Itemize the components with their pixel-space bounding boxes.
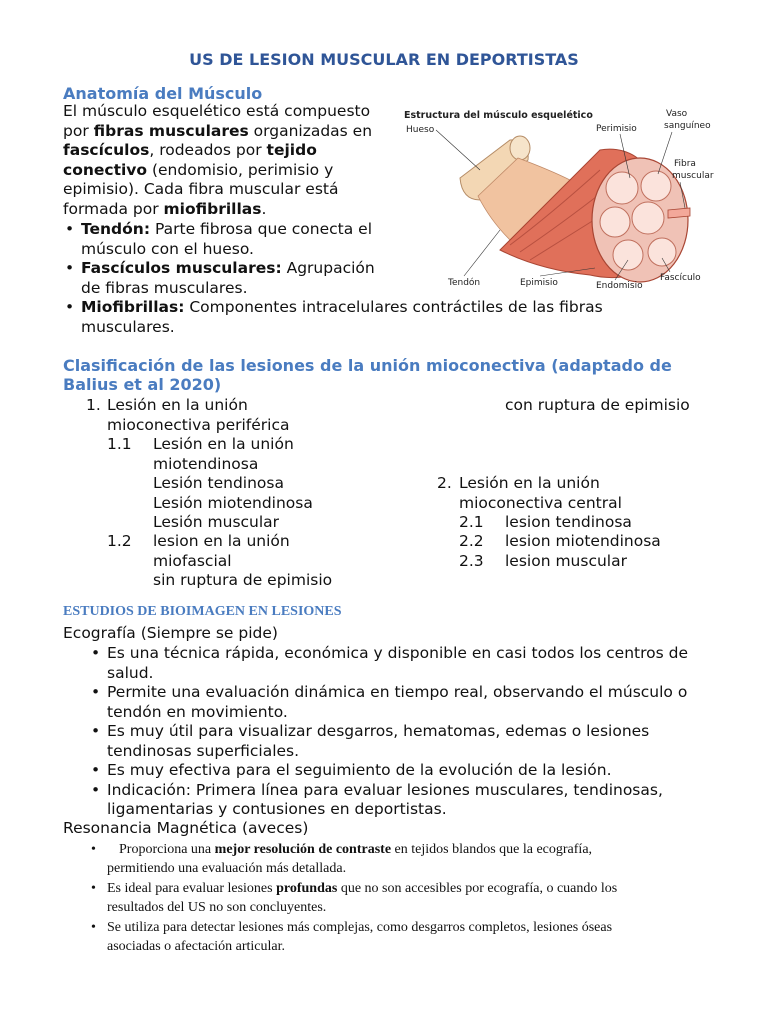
- bold-text: mejor resolución de contraste: [214, 842, 392, 857]
- fascicle-circle: [641, 171, 671, 201]
- text: que no son accesibles por ecografía, o cuando los: [337, 881, 618, 896]
- text: organizadas en: [248, 121, 373, 140]
- text: musculares.: [81, 317, 175, 336]
- anatomy-line: [63, 161, 398, 181]
- muscle-fiber: [668, 208, 690, 218]
- eco-item: [89, 644, 729, 683]
- text: Lesión en la unión: [107, 396, 248, 414]
- text: Se utiliza para detectar lesiones más complejas, como desgarros completos, lesiones óseas: [107, 920, 613, 935]
- text: El músculo esquelético está compuesto: [63, 102, 371, 120]
- eco-title: Ecografía (Siempre se pide): [63, 624, 278, 642]
- eco-item: [89, 722, 729, 761]
- text: en tejidos blandos que la ecografía,: [391, 842, 593, 857]
- bold-text: miofibrillas: [163, 199, 262, 218]
- fascicle-circle: [648, 238, 676, 266]
- list-num: 1.2: [107, 532, 132, 550]
- text: Lesión muscular: [153, 513, 280, 531]
- bold-text: fibras musculares: [93, 121, 249, 140]
- list-text: [107, 396, 290, 435]
- text: Lesión en la unión: [153, 435, 294, 453]
- text: epimisio). Cada fibra muscular está: [63, 180, 339, 198]
- rm-item: [89, 840, 729, 878]
- list-text: lesion tendinosa: [505, 513, 632, 531]
- figure-title: Estructura del músculo esquelético: [404, 110, 593, 121]
- bold-text: tejido: [266, 141, 317, 159]
- text: mioconectiva central: [459, 493, 622, 512]
- text: de fibras musculares.: [81, 278, 248, 297]
- list-text: lesion miotendinosa: [505, 532, 661, 550]
- text: tendinosas superficiales.: [107, 741, 300, 760]
- rm-item: [89, 879, 729, 917]
- text: Es muy útil para visualizar desgarros, hematomas, edemas o lesiones: [107, 722, 650, 740]
- anatomy-line: [63, 180, 398, 200]
- rm-item: [89, 918, 729, 956]
- anatomy-paragraph: [63, 102, 398, 219]
- anatomy-line: [63, 102, 398, 122]
- list-num: 1.1: [107, 435, 132, 453]
- right-column-text: con ruptura de epimisio: [505, 396, 690, 414]
- text: mioconectiva periférica: [107, 415, 290, 434]
- rm-bullets: [89, 840, 729, 956]
- imaging-heading: ESTUDIOS DE BIOIMAGEN EN LESIONES: [63, 604, 342, 619]
- label-epimisio: Epimisio: [520, 278, 558, 288]
- anatomy-line: [63, 200, 398, 220]
- document-title: US DE LESION MUSCULAR EN DEPORTISTAS: [189, 50, 579, 69]
- text: Es una técnica rápida, económica y disponible en casi todos los centros de: [107, 644, 689, 662]
- text: por: [63, 121, 94, 140]
- label-perimisio: Perimisio: [596, 124, 637, 134]
- fascicle-circle: [600, 207, 630, 237]
- text: Permite una evaluación dinámica en tiempo real, observando el músculo o: [107, 683, 688, 701]
- list-text: lesion muscular: [505, 552, 627, 570]
- text: sin ruptura de epimisio: [153, 571, 333, 589]
- bold-text: Fascículos musculares:: [81, 259, 282, 277]
- classification-heading: [63, 356, 723, 394]
- text: (endomisio, perimisio y: [147, 160, 334, 179]
- label-endomisio: Endomisio: [596, 281, 643, 291]
- label-hueso: Hueso: [406, 125, 435, 135]
- list-num: 2.: [437, 474, 452, 492]
- bone-end: [510, 136, 530, 160]
- text: tendón en movimiento.: [107, 702, 288, 721]
- eco-item: [89, 683, 729, 722]
- eco-item: [89, 761, 729, 781]
- anatomy-line: [63, 122, 398, 142]
- text: miotendinosa: [153, 454, 259, 473]
- bold-text: profundas: [276, 881, 338, 896]
- fascicle-circle: [606, 172, 638, 204]
- list-num: 1.: [86, 396, 101, 414]
- fascicle-circle: [632, 202, 664, 234]
- label-fibra: Fibra: [674, 159, 696, 169]
- text: asociadas o afectación articular.: [107, 939, 286, 954]
- label-tendon: Tendón: [448, 278, 481, 288]
- bold-text: conectivo: [63, 160, 148, 179]
- label-vaso: Vaso: [666, 109, 688, 119]
- text: salud.: [107, 663, 154, 682]
- text: Agrupación: [281, 259, 375, 277]
- list-num: 2.3: [459, 552, 484, 570]
- text: Parte fibrosa que conecta el: [150, 220, 373, 238]
- text: Proporciona una: [119, 842, 215, 857]
- anatomy-heading: Anatomía del Músculo: [63, 84, 263, 103]
- list-text: [153, 435, 313, 533]
- text: .: [261, 199, 267, 218]
- rm-title: Resonancia Magnética (aveces): [63, 819, 309, 837]
- list-text: [459, 474, 622, 513]
- label-fasciculo: Fascículo: [660, 273, 701, 283]
- text: lesion en la unión: [153, 532, 290, 550]
- eco-item: [89, 781, 729, 820]
- text: resultados del US no son concluyentes.: [107, 900, 327, 915]
- text: Componentes intracelulares contráctiles de las fibras: [184, 298, 603, 316]
- eco-bullets: [89, 644, 729, 820]
- bold-text: Tendón:: [81, 220, 151, 238]
- text: Lesión miotendinosa: [153, 493, 313, 512]
- label-sanguineo: sanguíneo: [664, 121, 711, 131]
- text: músculo con el hueso.: [81, 239, 254, 258]
- text: Indicación: Primera línea para evaluar lesiones musculares, tendinosas,: [107, 780, 663, 799]
- label-muscular: muscular: [672, 171, 714, 181]
- bullet-miofibrillas: [63, 298, 703, 337]
- list-num: 2.1: [459, 513, 484, 531]
- fascicle-circle: [613, 240, 643, 270]
- text: , rodeados por: [149, 141, 267, 159]
- heading-line: Clasificación de las lesiones de la unión mioconectiva (adaptado de: [63, 356, 672, 375]
- text: Lesión tendinosa: [153, 474, 284, 492]
- text: permitiendo una evaluación más detallada.: [107, 861, 347, 876]
- text: Lesión en la unión: [459, 474, 600, 492]
- text: Es muy efectiva para el seguimiento de la evolución de la lesión.: [107, 761, 612, 779]
- muscle-structure-figure: [400, 100, 730, 295]
- heading-line: Balius et al 2020): [63, 375, 222, 394]
- list-num: 2.2: [459, 532, 484, 550]
- anatomy-line: [63, 141, 398, 161]
- bold-text: fascículos: [63, 141, 150, 159]
- bold-text: Miofibrillas:: [81, 298, 185, 316]
- text: ligamentarias y contusiones en deportistas.: [107, 800, 447, 818]
- text: formada por: [63, 199, 164, 218]
- text: Es ideal para evaluar lesiones: [107, 881, 277, 896]
- list-text: [153, 532, 332, 591]
- text: miofascial: [153, 551, 232, 570]
